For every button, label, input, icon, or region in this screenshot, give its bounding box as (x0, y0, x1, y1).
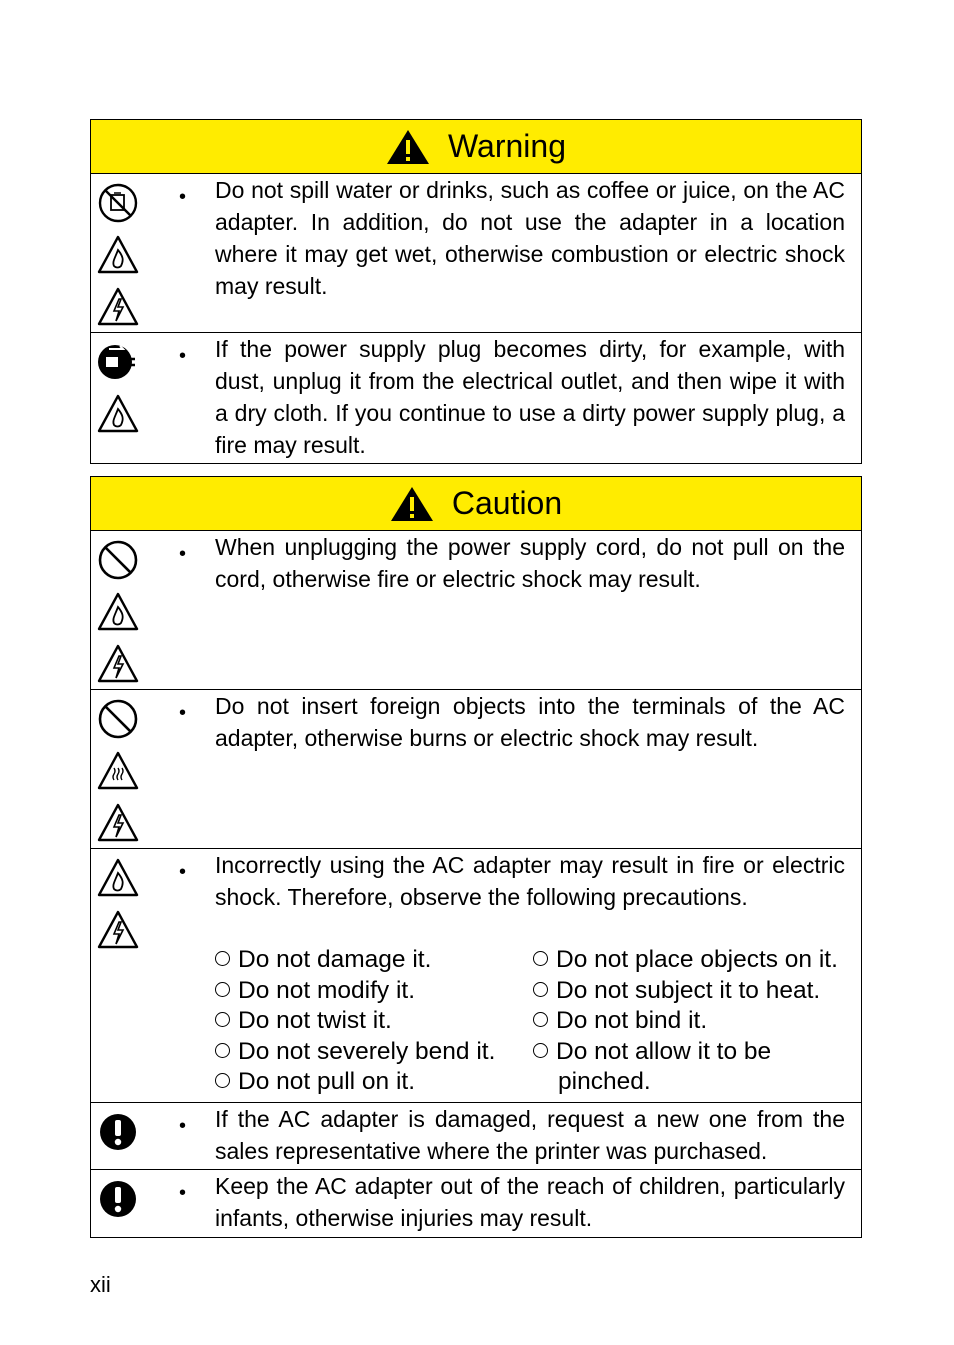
electric-shock-warning-icon (97, 909, 139, 951)
circle-bullet-icon (215, 982, 230, 997)
caution-row-3-icons (97, 857, 141, 961)
caution-row-2-text: Do not insert foreign objects into the terminals of the AC adapter, otherwise burns or electric shock may result. (215, 693, 845, 751)
warning-row-1 (91, 174, 861, 332)
circle-bullet-icon (215, 951, 230, 966)
warning-triangle-icon (386, 129, 430, 165)
precautions-list (215, 945, 855, 1097)
circle-bullet-icon (215, 1073, 230, 1088)
caution-title: Caution (451, 485, 563, 521)
precaution-item: Do not bind it. (533, 1006, 707, 1037)
caution-panel (90, 476, 862, 1238)
circle-bullet-icon (215, 1043, 230, 1058)
prohibition-icon (97, 698, 139, 740)
caution-row-5-text: Keep the AC adapter out of the reach of children, particularly infants, otherwise injuries may result. (215, 1173, 845, 1231)
warning-triangle-icon (390, 486, 434, 522)
caution-row-4-icons (97, 1111, 141, 1163)
bullet: • (179, 345, 187, 367)
no-wet-hands-prohibition-icon (97, 182, 139, 224)
precaution-item: Do not damage it. (215, 945, 431, 976)
precaution-item: Do not twist it. (215, 1006, 392, 1037)
mandatory-action-icon (97, 1178, 139, 1220)
caution-row-1-icons (97, 539, 141, 695)
fire-warning-icon (97, 591, 139, 633)
unplug-icon (97, 341, 139, 383)
warning-row-2 (91, 332, 861, 463)
caution-row-5-icons (97, 1178, 141, 1230)
electric-shock-warning-icon (97, 286, 139, 328)
warning-row-2-icons (97, 341, 141, 445)
electric-shock-warning-icon (97, 802, 139, 844)
caution-row-1-text: When unplugging the power supply cord, do not pull on the cord, otherwise fire or electric shock may result. (215, 534, 845, 592)
precaution-item: Do not subject it to heat. (533, 976, 820, 1007)
warning-row-2-text: If the power supply plug becomes dirty, for example, with dust, unplug it from the electrical outlet, and then wipe it with a dry cloth. If you continue to use a dirty power supply plug, a fire may result. (215, 336, 845, 458)
caution-header (91, 477, 861, 531)
precaution-item: Do not allow it to be (533, 1037, 771, 1068)
warning-header (91, 120, 861, 174)
bullet: • (179, 861, 187, 883)
electric-shock-warning-icon (97, 643, 139, 685)
caution-row-1 (91, 531, 861, 689)
fire-warning-icon (97, 857, 139, 899)
fire-warning-icon (97, 393, 139, 435)
caution-row-3-text: Incorrectly using the AC adapter may result in fire or electric shock. Therefore, observe the following precautions. (215, 852, 845, 910)
caution-row-3 (91, 848, 861, 1102)
precaution-item-continued: pinched. (558, 1068, 651, 1095)
warning-title: Warning (448, 128, 566, 164)
circle-bullet-icon (533, 1012, 548, 1027)
warning-row-1-text: Do not spill water or drinks, such as coffee or juice, on the AC adapter. In addition, do not use the adapter in a location where it may get wet, otherwise combustion or electric shock may result. (215, 177, 845, 299)
caution-row-4 (91, 1102, 861, 1169)
caution-row-2 (91, 689, 861, 848)
circle-bullet-icon (215, 1012, 230, 1027)
hot-surface-warning-icon (97, 750, 139, 792)
mandatory-action-icon (97, 1111, 139, 1153)
warning-row-1-icons (97, 182, 141, 338)
precaution-item: Do not severely bend it. (215, 1037, 495, 1068)
prohibition-icon (97, 539, 139, 581)
bullet: • (179, 1182, 187, 1204)
circle-bullet-icon (533, 982, 548, 997)
caution-row-4-text: If the AC adapter is damaged, request a new one from the sales representative where the printer was purchased. (215, 1106, 845, 1164)
bullet: • (179, 543, 187, 565)
bullet: • (179, 702, 187, 724)
fire-warning-icon (97, 234, 139, 276)
warning-panel (90, 119, 862, 464)
circle-bullet-icon (533, 951, 548, 966)
caution-row-5 (91, 1169, 861, 1238)
precaution-item: Do not modify it. (215, 976, 415, 1007)
precaution-item: Do not pull on it. (215, 1067, 415, 1098)
bullet: • (179, 186, 187, 208)
precaution-item: Do not place objects on it. (533, 945, 838, 976)
bullet: • (179, 1115, 187, 1137)
caution-row-2-icons (97, 698, 141, 854)
circle-bullet-icon (533, 1043, 548, 1058)
page-number: xii (90, 1272, 111, 1297)
